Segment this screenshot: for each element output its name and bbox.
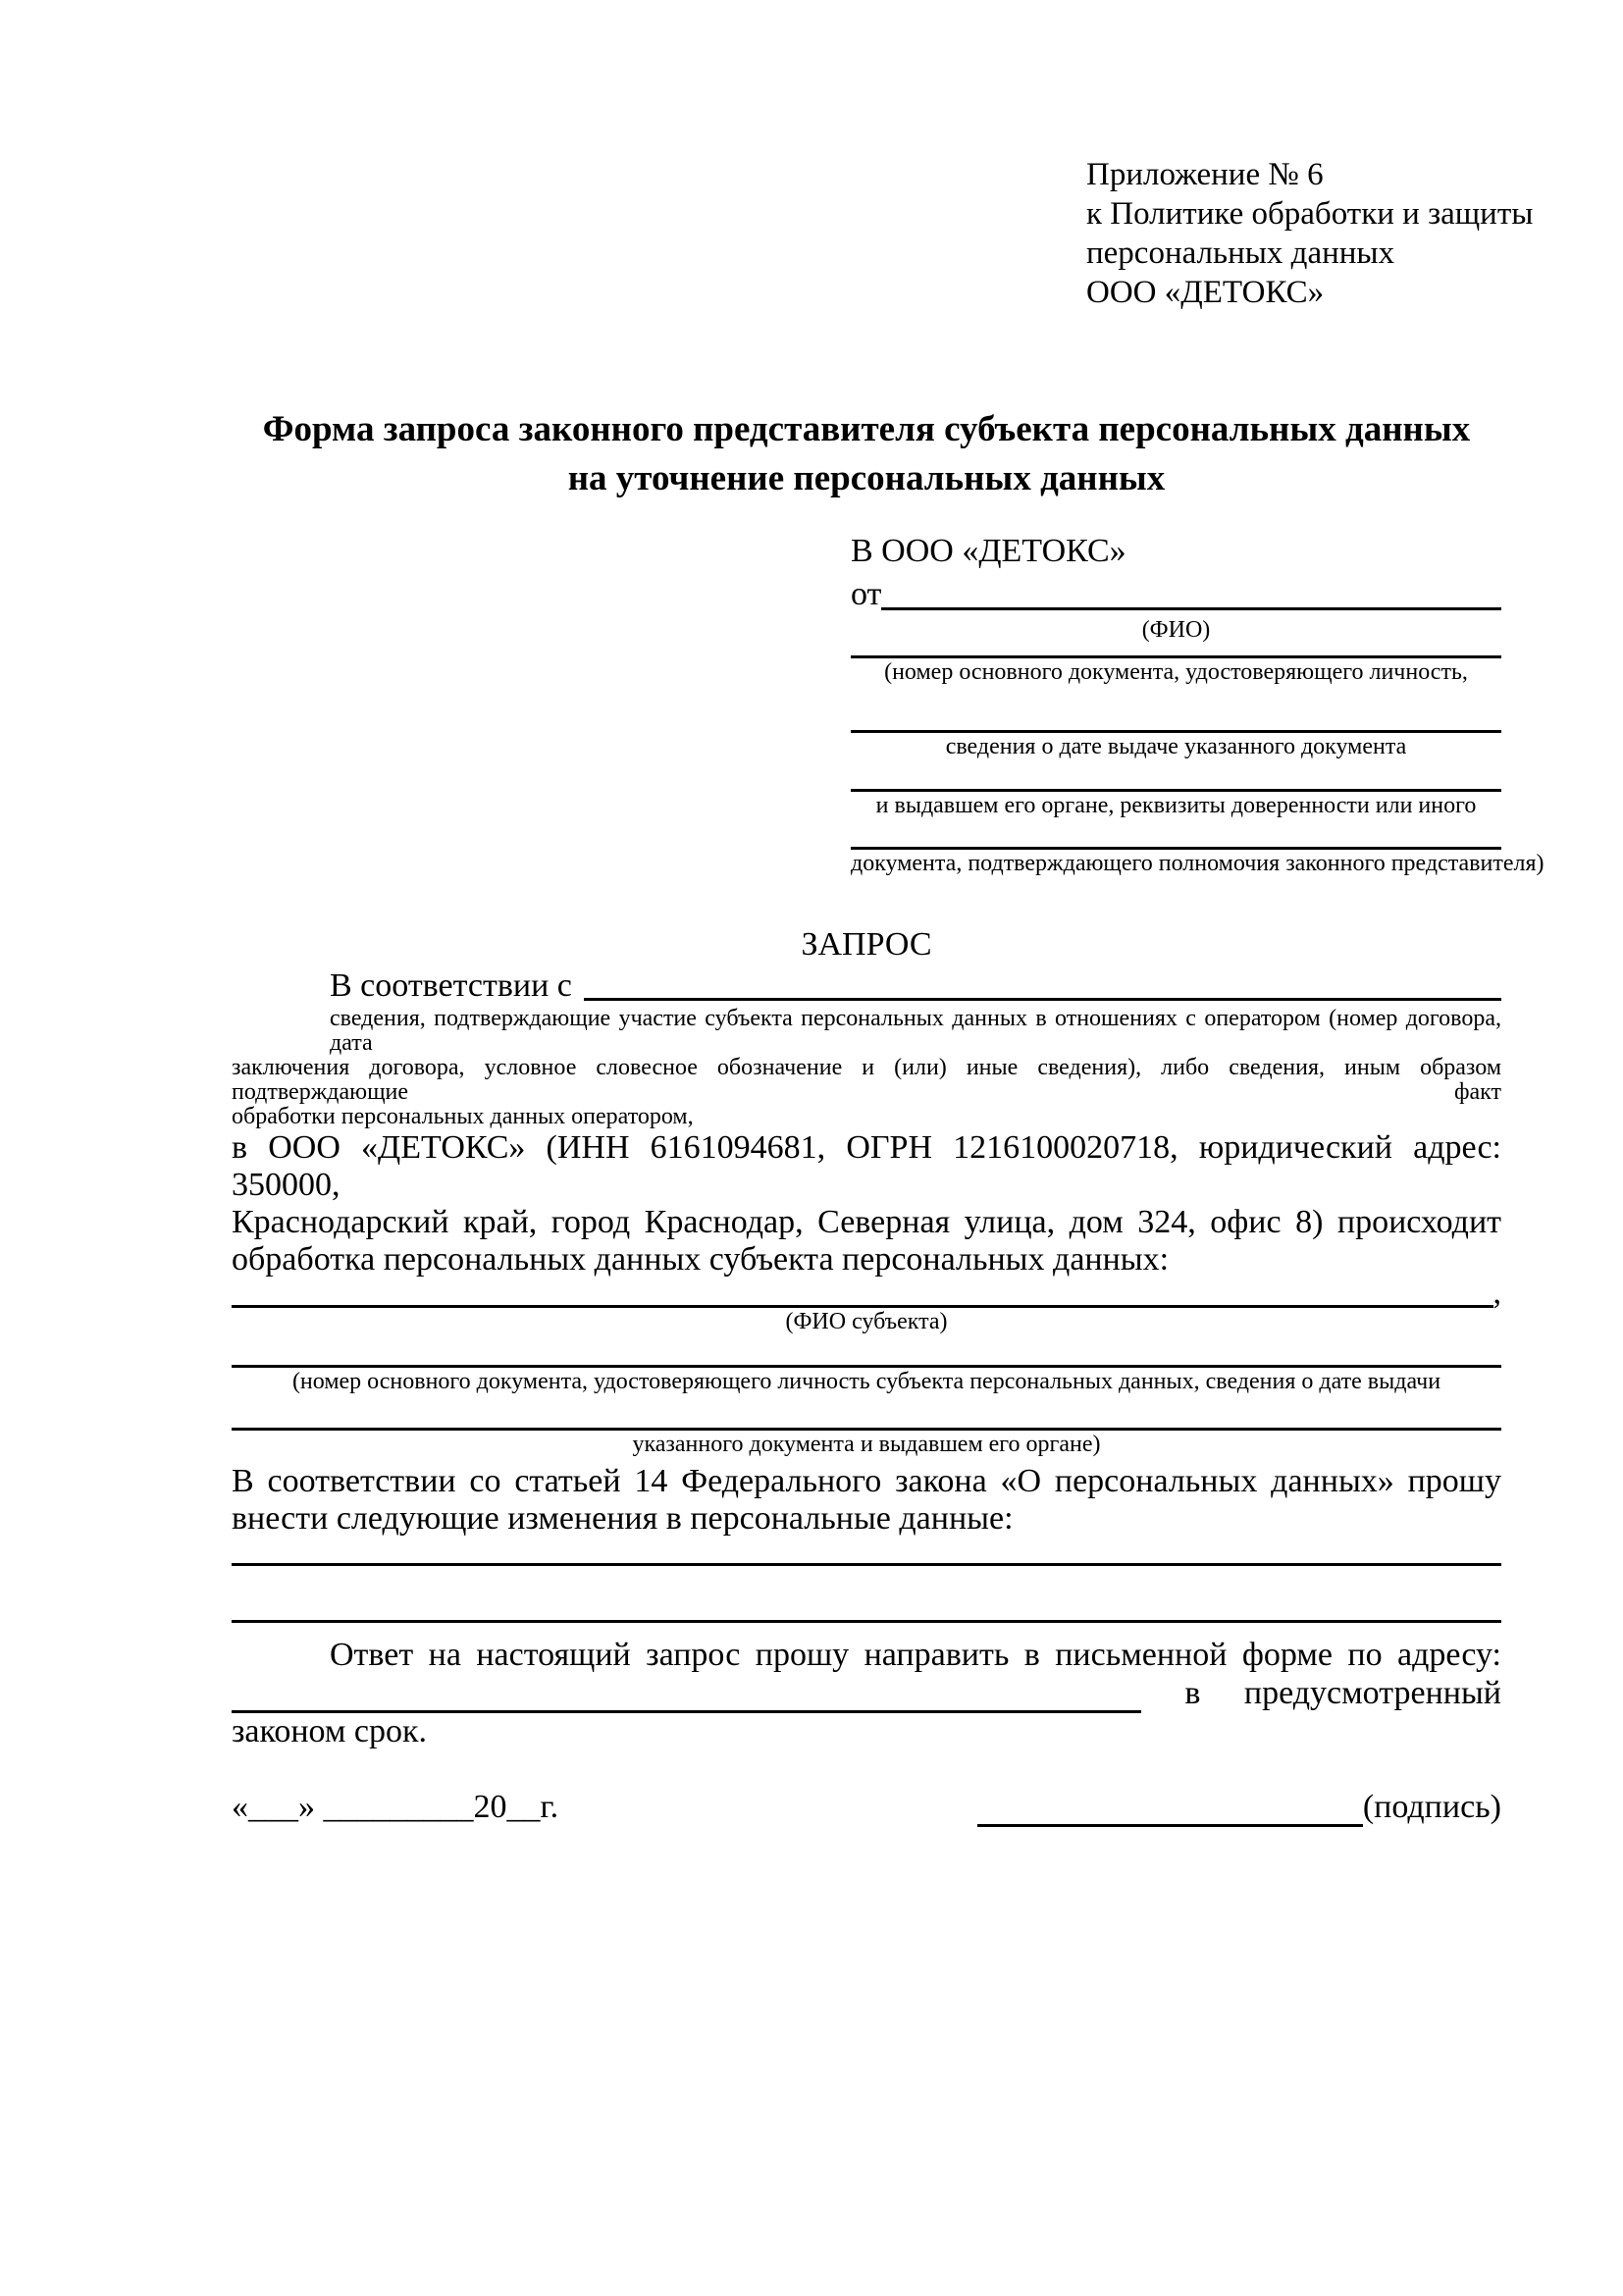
- lead-text: В соответствии с: [330, 967, 572, 1004]
- article-paragraph-line: внести следующие изменения в персональные данные:: [232, 1500, 1014, 1537]
- appendix-header-line: ООО «ДЕТОКС»: [1086, 275, 1325, 310]
- operator-paragraph-line: обработка персональных данных субъекта персональных данных:: [232, 1241, 1170, 1278]
- document-title: [232, 405, 1501, 503]
- doc-caption: сведения о дате выдаче указанного документа: [945, 734, 1407, 759]
- appendix-header-line: к Политике обработки и защиты: [1086, 196, 1534, 232]
- date-signature-row: [232, 1788, 1501, 1827]
- signature-group: [977, 1788, 1501, 1827]
- lead-blank-line: [584, 965, 1501, 1001]
- fio-caption: (ФИО): [1141, 617, 1211, 643]
- doc-caption: и выдавшем его органе, реквизиты доверенности или иного: [875, 793, 1477, 818]
- appendix-header-line: персональных данных: [1086, 235, 1395, 271]
- subject-fio-blank-line: [232, 1278, 1493, 1308]
- subject-fio-caption: (ФИО субъекта): [785, 1309, 948, 1334]
- doc-caption: документа, подтверждающего полномочия законного представителя): [851, 851, 1544, 876]
- trailing-comma: ,: [1492, 1275, 1501, 1311]
- reply-word: в: [1184, 1675, 1201, 1711]
- operator-paragraph-line: в ООО «ДЕТОКС» (ИНН 6161094681, ОГРН 1216100020718, юридический адрес: 350000,: [232, 1129, 1501, 1203]
- reply-address-row: [232, 1674, 1501, 1713]
- lead-row: [232, 965, 1501, 1007]
- appendix-header-line: Приложение № 6: [1086, 157, 1324, 192]
- document-title-line: на уточнение персональных данных: [567, 458, 1166, 498]
- article-paragraph-line: В соответствии со статьей 14 Федерального закона «О персональных данных» прошу: [232, 1463, 1501, 1499]
- note-line: сведения, подтверждающие участие субъекта персональных данных в отношениях с оператором (номер договора, дата: [330, 1006, 1501, 1056]
- request-heading: ЗАПРОС: [801, 926, 932, 963]
- address-blank-line: [232, 1677, 1141, 1713]
- note-line: заключения договора, условное словесное обозначение и (или) иные сведения), либо сведения, иным образом подтверждающие факт: [232, 1055, 1501, 1105]
- operator-paragraph: [232, 1129, 1501, 1278]
- blank-line: [232, 1563, 1501, 1566]
- subject-doc-caption: (номер основного документа, удостоверяющего личность субъекта персональных данных, сведения о дате выдачи: [291, 1369, 1441, 1394]
- signature-caption: (подпись): [1362, 1789, 1501, 1825]
- date-line: «___» _________20__г.: [232, 1789, 559, 1825]
- article-paragraph: [232, 1463, 1501, 1538]
- addressee-block: [851, 530, 1544, 877]
- explanatory-note: [232, 1007, 1501, 1129]
- reply-word: предусмотренный: [1243, 1675, 1501, 1711]
- signature-blank-line: [977, 1791, 1363, 1827]
- operator-paragraph-line: Краснодарский край, город Краснодар, Северная улица, дом 324, офис 8) происходит: [232, 1204, 1501, 1240]
- addressee-organization: В ООО «ДЕТОКС»: [851, 533, 1126, 569]
- blank-line: [232, 1620, 1501, 1623]
- from-row: [851, 573, 1501, 616]
- note-line: обработки персональных данных оператором,: [232, 1104, 694, 1129]
- doc-caption: (номер основного документа, удостоверяющего личность,: [884, 659, 1468, 685]
- reply-paragraph: [232, 1637, 1501, 1750]
- from-blank-line: [881, 573, 1501, 610]
- document-title-line: Форма запроса законного представителя субъекта персональных данных: [262, 409, 1471, 449]
- appendix-header: [1086, 0, 1534, 312]
- reply-paragraph-line: Ответ на настоящий запрос прошу направить в письменной форме по адресу:: [330, 1637, 1501, 1673]
- from-label: от: [851, 576, 882, 612]
- subject-fio-row: [232, 1275, 1501, 1311]
- subject-doc-caption: указанного документа и выдавшем его органе): [632, 1432, 1101, 1457]
- reply-paragraph-line: законом срок.: [232, 1713, 427, 1749]
